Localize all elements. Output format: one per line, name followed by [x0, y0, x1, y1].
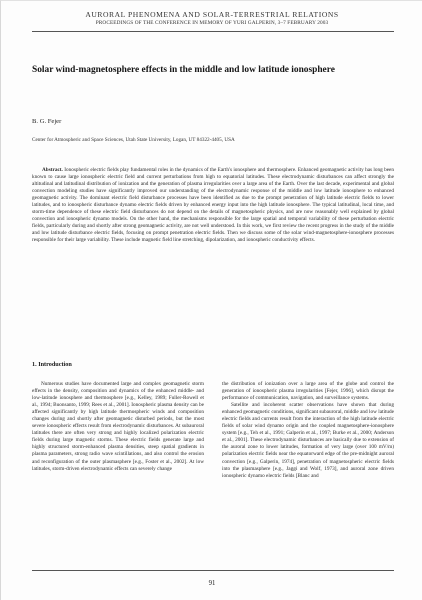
- right-column: [222, 381, 394, 569]
- right-column-paragraph: Satellite and incoherent scatter observations have shown that during enhanced geomagnetic conditions, significant subauroral, middle and low latitude electric fields and currents result from the interaction of the high latitude electric fields of solar wind dynamo origin and the coupled magnetosphere-ionosphere system [e.g., Teh et al., 1991; Galperin et al., 1997; Burke et al., 2000; Anderson et al., 2001]. These electrodynamic disturbances are basically due to extension of the auroral zone to lower latitudes, formation of very large (over 100 mV/m) polarization electric fields near the equatorward edge of the pre-midnight auroral convection [e.g., Galperin, 1974], penetration of magnetospheric electric fields into the plasmasphere [e.g., Jaggi and Wolf, 1973], and auroral zone driven ionospheric dynamo electric fields [Blanc and: [222, 402, 394, 479]
- proceedings-running-head: PROCEEDINGS OF THE CONFERENCE IN MEMORY OF YURI GALPERIN, 3–7 FEBRUARY 2003: [95, 20, 329, 26]
- abstract-text: Ionospheric electric fields play fundamental roles in the dynamics of the Earth's ionosphere and thermosphere. Enhanced geomagnetic activity has long been known to cause large ionospheric electric field and current perturbations from high to equatorial latitudes. These electrodynamic disturbances can affect strongly the altitudinal and latitudinal distribution of ionization and the generation of plasma irregularities over a large area of the Earth. Over the last decade, experimental and global convection modeling studies have significantly improved our understanding of the electrodynamic response of the middle and low latitude ionosphere to enhanced geomagnetic activity. The dominant electric field disturbance processes have been identified as due to the prompt penetration of high latitude electric fields to lower latitudes, and to ionospheric disturbance dynamo electric fields driven by enhanced energy input into the high latitude ionosphere. The typical latitudinal, local time, and storm-time dependence of these electric field disturbances do not depend on the details of magnetospheric physics, and are now reasonably well explained by global convection and ionospheric dynamo models. On the other hand, the mechanisms responsible for the large spatial and temporal variability of these perturbation electric fields, particularly during and shortly after strong geomagnetic activity, are not well understood. In this work, we first review the recent progress in the study of the middle and low latitude disturbance electric fields, focusing on prompt penetration electric fields. Then we discuss some of the solar wind-magnetosphere-ionosphere processes responsible for their large variability. These include magnetic field line stretching, dipolarization, and ionospheric conductivity effects.: [32, 167, 395, 244]
- page-number: 91: [208, 580, 216, 587]
- left-column: [32, 381, 204, 569]
- left-column-paragraph: Numerous studies have documented large and complex geomagnetic storm effects in the density, composition and dynamics of the enhanced middle- and low-latitude ionosphere and thermosphere [e.g., Kelley, 1989; Fuller-Rowell et al., 1994; Buonsanto, 1999; Rees et al., 2001]. Ionospheric plasma density can be affected significantly by high latitude thermospheric winds and composition changes during and shortly after geomagnetic disturbed periods, but the most severe ionospheric effects result from electrodynamic disturbances. At subauroral latitudes there are often very strong and highly localized polarization electric fields during large magnetic storms. These electric fields generate large and highly structured storm-enhanced plasma densities, steep spatial gradients in plasma parameters, strong radio wave scintillations, and also control the erosion and reconfiguration of the outer plasmasphere [e.g., Foster et al., 2002]. At low latitudes, storm-driven electrodynamic effects can severely change: [32, 381, 204, 472]
- author-name: B. G. Fejer: [32, 118, 62, 125]
- header-rule: [32, 31, 394, 32]
- series-running-head: AURORAL PHENOMENA AND SOLAR-TERRESTRIAL RELATIONS: [85, 10, 339, 19]
- abstract: [32, 167, 394, 245]
- author-affiliation: Center for Atmospheric and Space Sciences, Utah State University, Logan, UT 84322-4405, USA: [32, 137, 235, 143]
- right-column-paragraph: the distribution of ionization over a large area of the globe and control the generation of ionospheric plasma irregularities [Fejer, 1996], which disrupt the performance of communication, navigation, and surveillance systems.: [222, 381, 394, 402]
- paper-title: Solar wind-magnetosphere effects in the middle and low latitude ionosphere: [32, 65, 335, 75]
- footer-rule: [32, 570, 394, 571]
- section-heading-introduction: 1. Introduction: [32, 361, 72, 368]
- abstract-label: Abstract.: [42, 167, 63, 173]
